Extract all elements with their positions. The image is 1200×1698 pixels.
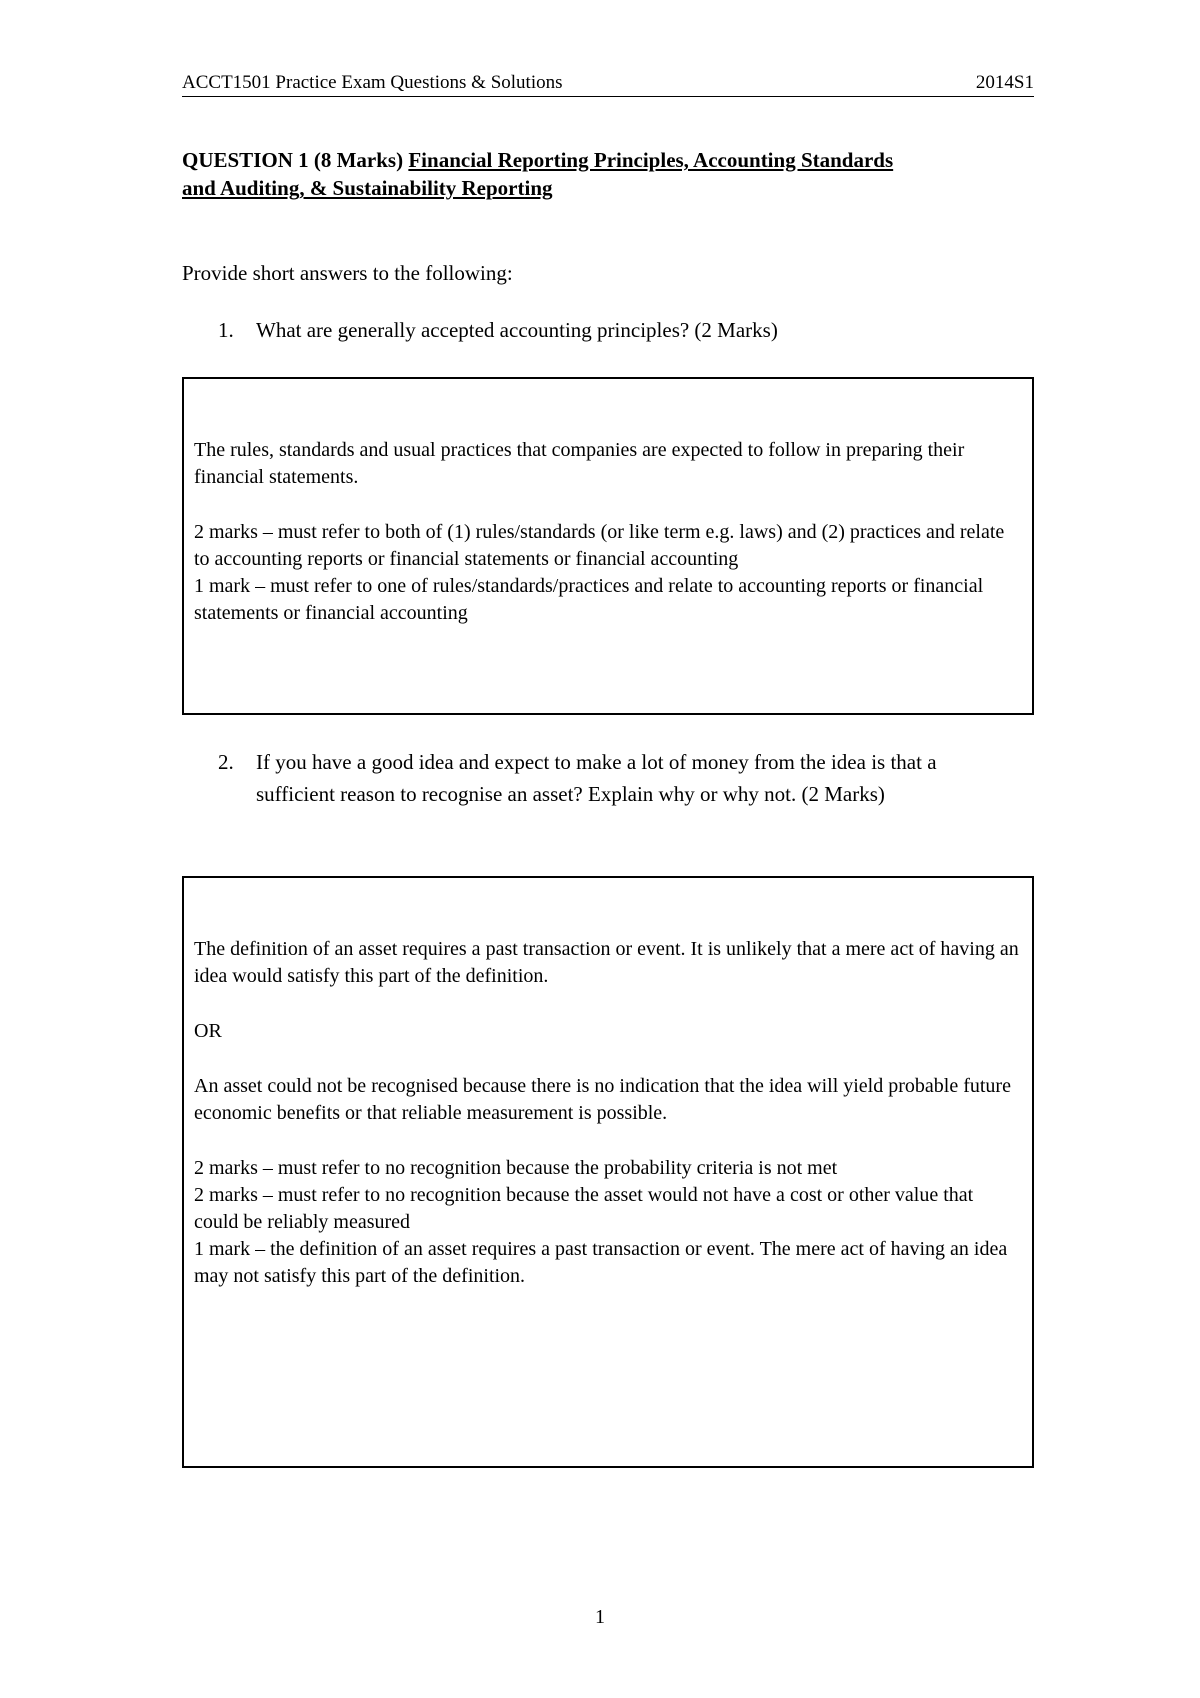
page-number: 1 [595, 1606, 605, 1628]
marking-criterion: 2 marks – must refer to no recognition because the asset would not have a cost or other value that could be reliably measured [194, 1184, 974, 1233]
answer-box-1 [182, 377, 1034, 715]
question-topic-line2: and Auditing, & Sustainability Reporting [182, 176, 553, 200]
marking-criterion: 2 marks – must refer to no recognition because the probability criteria is not met [194, 1157, 838, 1179]
marking-criterion: 2 marks – must refer to both of (1) rules/standards (or like term e.g. laws) and (2) practices and relate to accounting reports or financial statements or financial accounting [194, 521, 1005, 570]
question-item-text: What are generally accepted accounting principles? (2 Marks) [256, 318, 778, 342]
or-separator: OR [194, 1020, 222, 1042]
marking-criterion: 1 mark – the definition of an asset requires a past transaction or event. The mere act of having an idea may not satisfy this part of the definition. [194, 1238, 1008, 1287]
question-item-text: If you have a good idea and expect to make a lot of money from the idea is that a sufficient reason to recognise an asset? Explain why or why not. (2 Marks) [256, 750, 937, 806]
question-item-number: 1. [218, 318, 234, 342]
answer-option: The definition of an asset requires a past transaction or event. It is unlikely that a mere act of having an idea would satisfy this part of the definition. [194, 938, 1019, 987]
answer-definition: The rules, standards and usual practices that companies are expected to follow in preparing their financial statements. [194, 439, 965, 488]
answer-box-2 [182, 876, 1034, 1468]
page-header [182, 72, 1034, 97]
question-topic-line1: Financial Reporting Principles, Accounting Standards [408, 148, 894, 172]
marking-criterion: 1 mark – must refer to one of rules/standards/practices and relate to accounting reports or financial statements or financial accounting [194, 575, 984, 624]
question-item-number: 2. [218, 750, 234, 774]
term-label: 2014S1 [975, 72, 1034, 93]
question-heading [182, 146, 1042, 202]
course-title: ACCT1501 Practice Exam Questions & Solutions [182, 72, 563, 93]
instruction-text: Provide short answers to the following: [182, 261, 513, 285]
question-label: QUESTION 1 (8 Marks) [182, 148, 404, 172]
answer-option: An asset could not be recognised because there is no indication that the idea will yield probable future economic benefits or that reliable measurement is possible. [194, 1075, 1011, 1124]
